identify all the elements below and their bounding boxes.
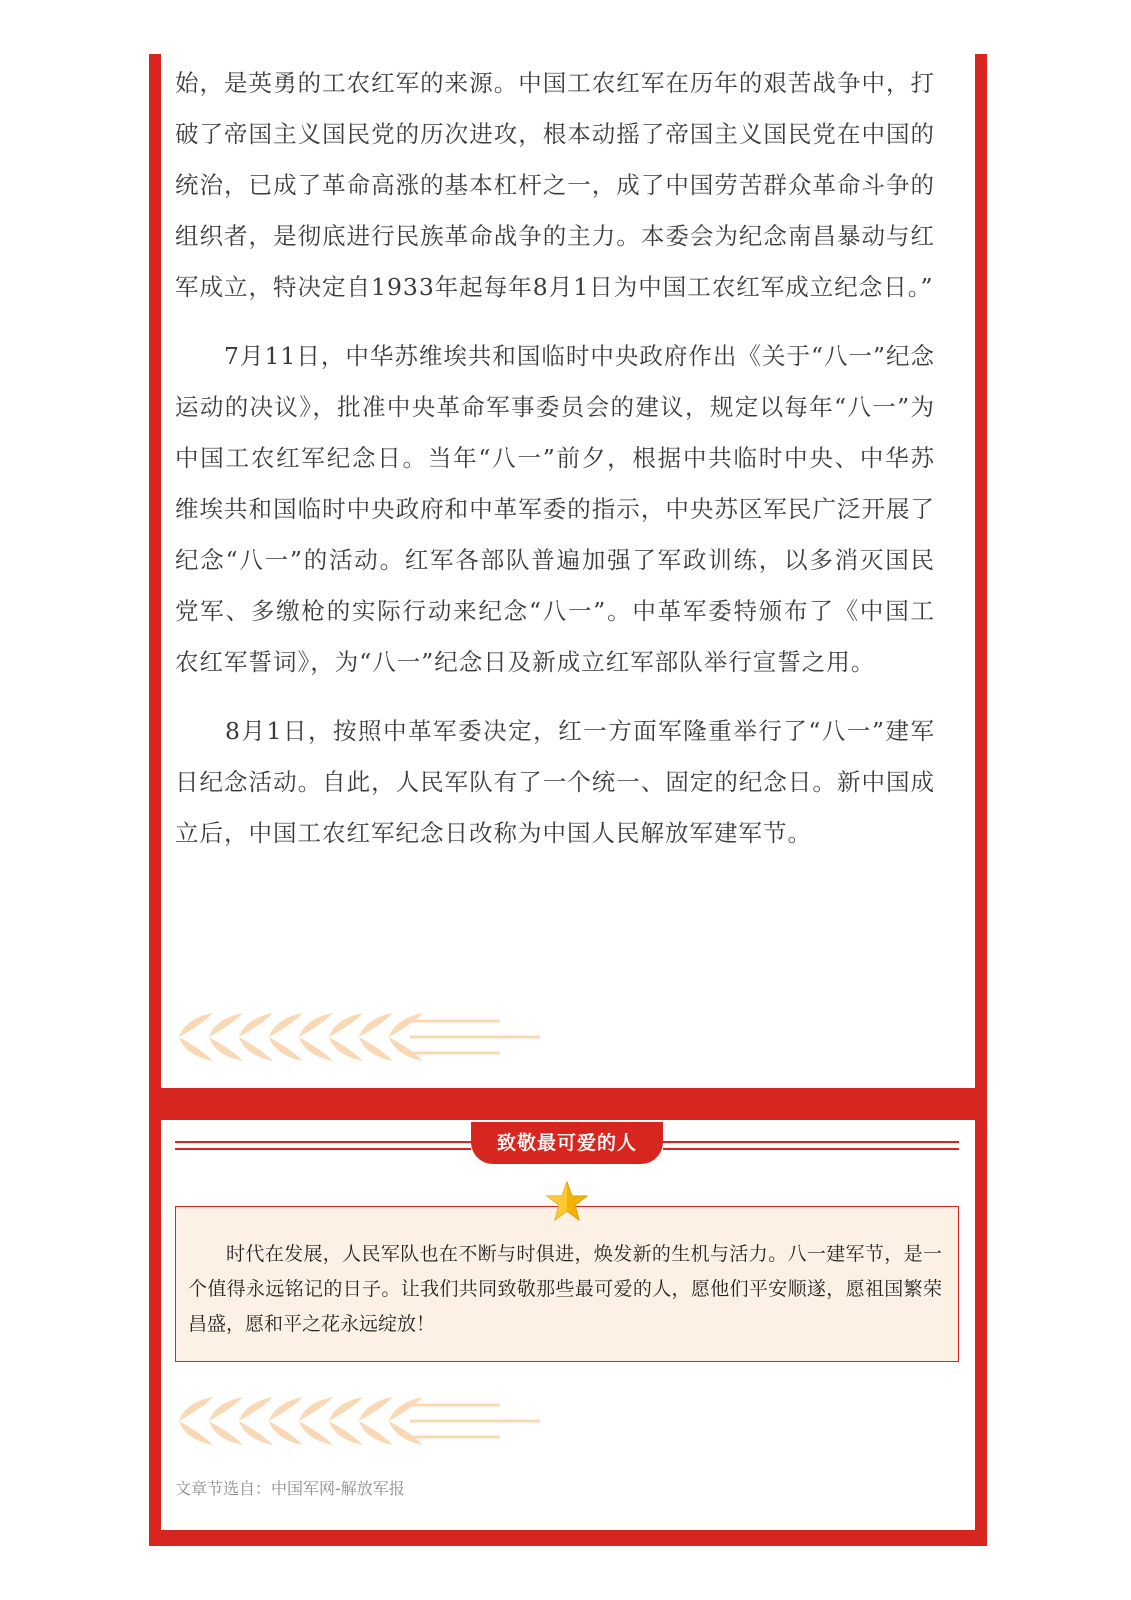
section-rule-left-bottom [175,1148,471,1150]
article-paragraph: 7月11日，中华苏维埃共和国临时中央政府作出《关于“八一”纪念运动的决议》，批准中央革命军事委员会的建议，规定以每年“八一”为中国工农红军纪念日。当年“八一”前夕，根据中共临时中央、中华苏维埃共和国临时中央政府和中革军委的指示，中央苏区军民广泛开展了纪念“八一”的活动。红军各部队普遍加强了军政训练，以多消灭国民党军、多缴枪的实际行动来纪念“八一”。中革军委特颁布了《中国工农红军誓词》，为“八一”纪念日及新成立红军部队举行宣誓之用。 [175,342,935,676]
article-body [175,58,935,877]
article-paragraph: 始，是英勇的工农红军的来源。中国工农红军在历年的艰苦战争中，打破了帝国主义国民党的历次进攻，根本动摇了帝国主义国民党在中国的统治，已成了革命高涨的基本杠杆之一，成了中国劳苦群众革命斗争的组织者，是彻底进行民族革命战争的主力。本委会为纪念南昌暴动与红军成立，特决定自1933年起每年8月1日为中国工农红军成立纪念日。” [175,69,935,301]
closing-text: 时代在发展，人民军队也在不断与时俱进，焕发新的生机与活力。八一建军节，是一个值得永远铭记的日子。让我们共同致敬那些最可爱的人，愿他们平安顺遂，愿祖国繁荣昌盛，愿和平之花永远绽放！ [188,1243,942,1335]
star-icon [545,1180,589,1224]
section-title: 致敬最可爱的人 [471,1122,663,1164]
wheat-divider-icon [175,1010,545,1064]
source-credit: 文章节选自：中国军网-解放军报 [175,1479,405,1498]
section-rule-right-top [663,1141,959,1143]
closing-quote-box [175,1206,959,1362]
section-rule-right-bottom [663,1148,959,1150]
section-rule-left-top [175,1141,471,1143]
article-paragraph: 8月1日，按照中革军委决定，红一方面军隆重举行了“八一”建军日纪念活动。自此，人民军队有了一个统一、固定的纪念日。新中国成立后，中国工农红军纪念日改称为中国人民解放军建军节。 [175,717,935,847]
wheat-divider-icon [175,1394,545,1448]
